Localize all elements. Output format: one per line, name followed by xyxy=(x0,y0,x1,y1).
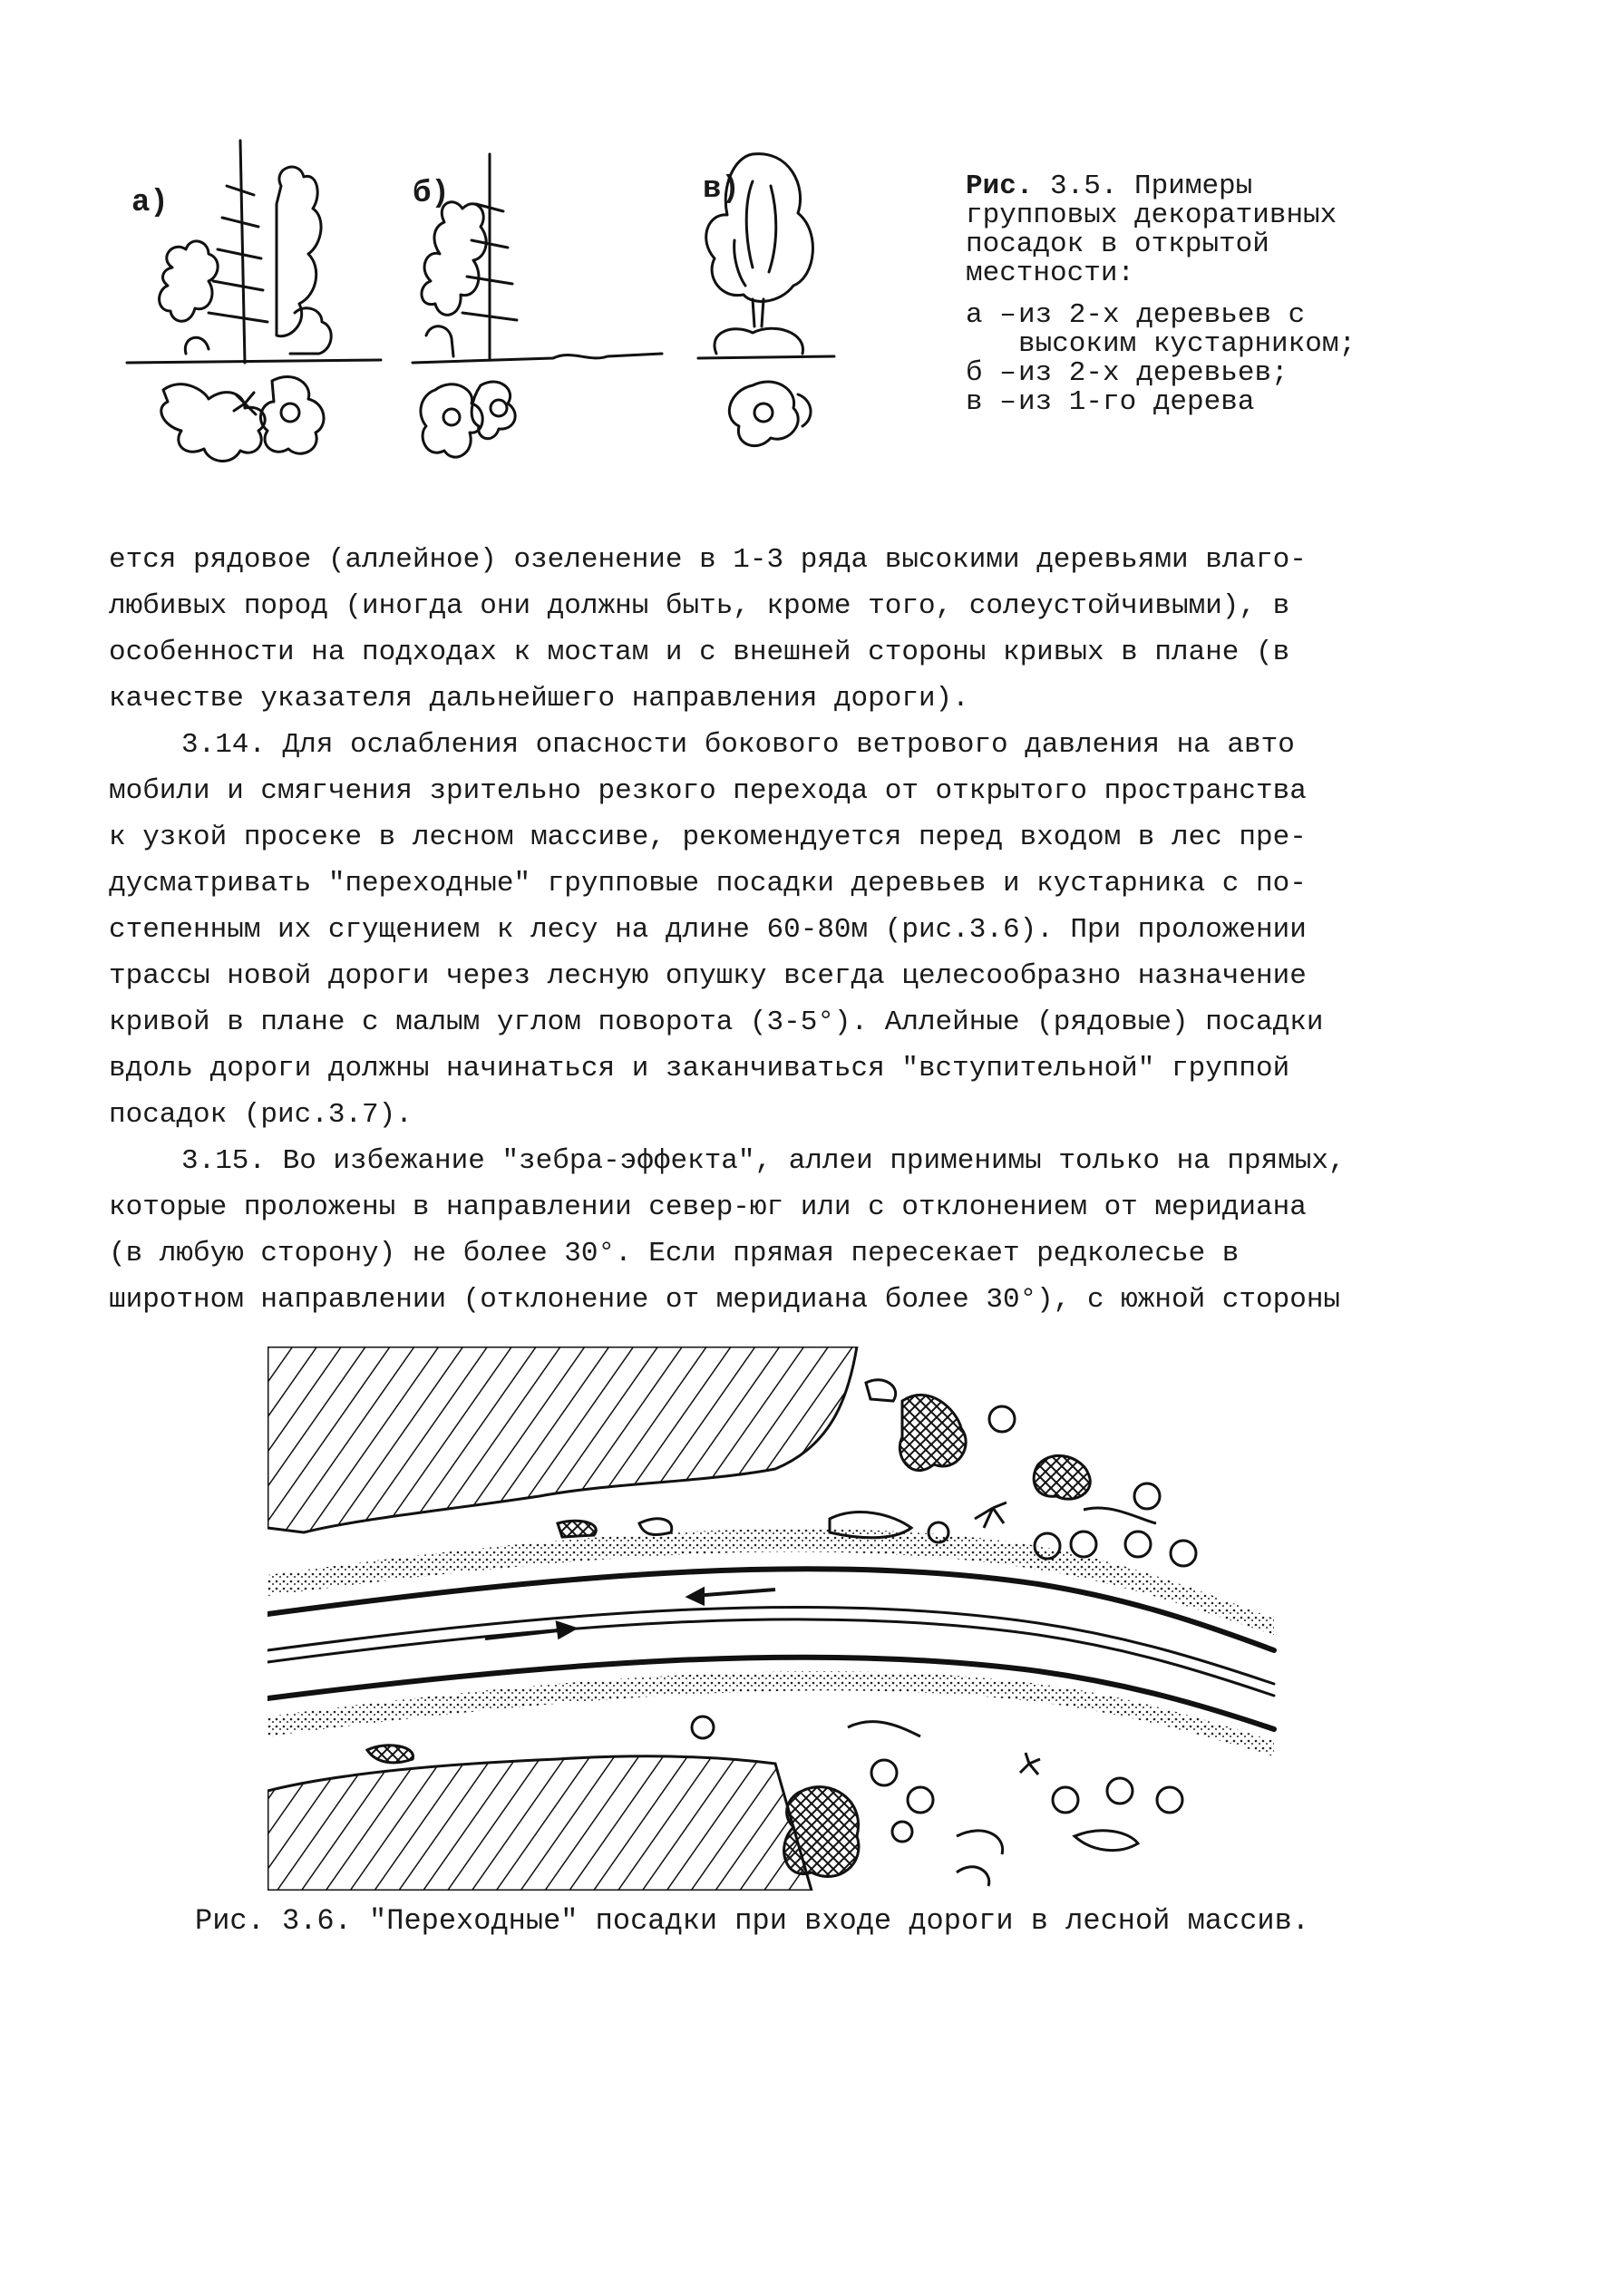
figure-3-5 xyxy=(118,131,952,512)
panel-label-v: в) xyxy=(703,172,740,207)
forest-lower xyxy=(267,1756,812,1891)
body-text xyxy=(109,537,1437,1323)
paragraph-3-15: 3.15. Во избежание "зебра-эффекта", аллеи применимы только на прямых, которые проложены в направлении север-юг или с отклонением от меридиана (в любую сторону) не более 30°. Если прямая пересекает редколесье в широтном направлении (отклонение от меридиана более 30°), с южной стороны xyxy=(109,1145,1346,1316)
paragraph-3-14: 3.14. Для ослабления опасности бокового ветрового давления на авто мобили и смягчения зрительно резкого перехода от открытого пространства к узкой просеке в лесном массиве, рекомендуется перед входом в лес пре- дусматривать "переходные" групповые посадки деревьев и кустарника с по- степенным их сгущением к лесу на длине 60-80м (рис.3.6). При проложении трассы новой дороги через лесную опушку всегда целесообразно назначение кривой в плане с малым углом поворота (3-5°). Аллейные (рядовые) посадки вдоль дороги должны начинаться и заканчиваться "вступительной" группой посадок (рис.3.7). xyxy=(109,729,1324,1131)
figure-3-5-legend xyxy=(966,301,1419,417)
panel-label-a: а) xyxy=(131,186,169,220)
figure-3-6-caption: Рис. 3.6. "Переходные" посадки при входе дороги в лесной массив. xyxy=(195,1904,1309,1938)
legend-item-b: б – из 2-х деревьев; xyxy=(966,357,1289,389)
sketch-a-elevation xyxy=(127,141,381,363)
sketch-a-plan xyxy=(161,377,324,462)
road-forest-entry-sketch xyxy=(267,1347,1292,1891)
sketch-b-plan xyxy=(421,382,515,457)
legend-item-v: в – из 1-го дерева xyxy=(966,386,1255,418)
sketch-b-elevation xyxy=(413,154,662,363)
figure-3-5-caption xyxy=(966,172,1419,417)
caption-prefix: Рис. xyxy=(966,170,1034,202)
figure-3-6 xyxy=(267,1347,1292,1891)
caption-title: 3.5. Примеры групповых декоративных посадок в открытой местности: xyxy=(966,170,1337,289)
planting-sketches xyxy=(118,131,952,512)
paragraph-continuation: ется рядовое (аллейное) озеленение в 1-3 ряда высокими деревьями влаго- любивых пород (иногда они должны быть, кроме того, солеустойчивыми), в особенности на подходах к мостам и с внешней стороны кривых в плане (в качестве указателя дальнейшего направления дороги). xyxy=(109,544,1307,715)
sketch-c-elevation xyxy=(698,154,834,358)
sketch-c-plan xyxy=(729,382,811,446)
panel-label-b: б) xyxy=(413,177,450,211)
forest-upper xyxy=(267,1347,857,1532)
legend-item-a: а – из 2-х деревьев с высоким кустарником; xyxy=(966,299,1357,360)
